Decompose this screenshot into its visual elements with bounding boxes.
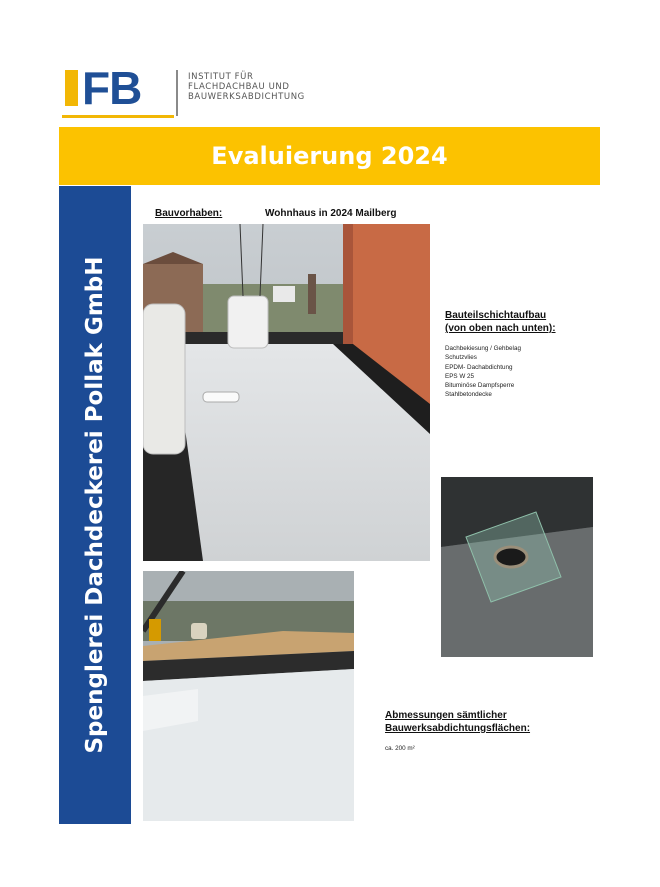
layers-title-line: Bauteilschichtaufbau — [445, 310, 547, 321]
layers-list — [445, 344, 521, 400]
dimensions-title-line: Bauwerksabdichtungsflächen: — [385, 723, 531, 734]
dimensions-title — [385, 709, 530, 735]
company-name: Spenglerei Dachdeckerei Pollak GmbH — [82, 256, 108, 754]
roof-membrane-illustration — [143, 224, 430, 561]
logo-subtitle-line: FLACHDACHBAU UND — [188, 82, 290, 92]
roof-insulation-illustration — [143, 571, 354, 821]
page-title: Evaluierung 2024 — [211, 142, 448, 170]
layer-item: Schutzvlies — [445, 354, 477, 362]
logo-subtitle-line: BAUWERKSABDICHTUNG — [188, 92, 305, 102]
logo-fb-letters: FB — [82, 62, 142, 114]
logo-underline — [62, 115, 174, 118]
dimensions-title-line: Abmessungen sämtlicher — [385, 710, 507, 721]
title-banner — [59, 127, 600, 185]
dimensions-value: ca. 200 m² — [385, 745, 415, 752]
pipe-penetration-illustration — [441, 477, 593, 657]
layer-item: EPS W 25 — [445, 372, 475, 380]
ifb-logo — [62, 64, 322, 122]
pipe-penetration-photo — [441, 477, 593, 657]
layer-item: Dachbekiesung / Gehbelag — [445, 345, 521, 352]
layer-item: EPDM- Dachabdichtung — [445, 363, 513, 371]
roof-membrane-photo — [143, 224, 430, 561]
project-value: Wohnhaus in 2024 Mailberg — [265, 208, 397, 219]
layer-item: Bituminöse Dampfsperre — [445, 382, 515, 390]
logo-separator — [176, 70, 178, 116]
project-label: Bauvorhaben: — [155, 208, 223, 219]
company-sidebar — [59, 186, 131, 824]
layer-item: Stahlbetondecke — [445, 391, 492, 399]
roof-insulation-photo — [143, 571, 354, 821]
layers-title — [445, 309, 556, 335]
logo-i-bar — [65, 70, 78, 106]
layers-title-line: (von oben nach unten): — [445, 323, 556, 334]
logo-subtitle — [188, 72, 305, 102]
logo-subtitle-line: INSTITUT FÜR — [188, 72, 254, 82]
